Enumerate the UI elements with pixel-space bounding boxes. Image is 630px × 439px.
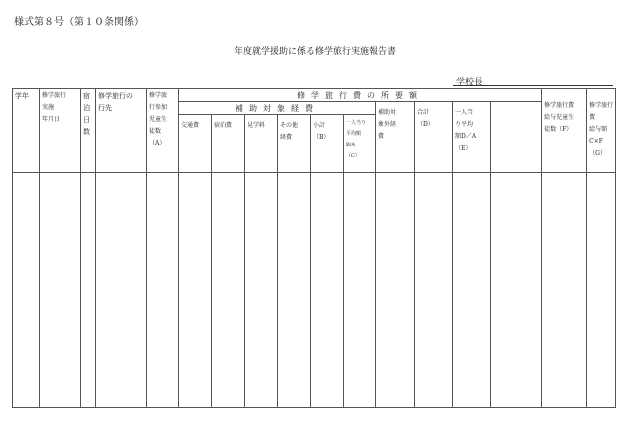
col-participants-header: 修学旅 行参加 児童生 徒数 （A） — [147, 89, 179, 173]
cell-participants[interactable] — [147, 173, 179, 408]
cell-nights[interactable] — [81, 173, 96, 408]
header-subsidy-costs: 補助対象経費 — [179, 102, 376, 115]
col-lodging-header: 宿泊費 — [212, 115, 245, 173]
form-number: 様式第８号（第１０条関係） — [14, 17, 144, 28]
col-destination-header: 修学旅行の 行先 — [96, 89, 147, 173]
col-payment-header: 修学旅行費 給与額 C×F（G） — [587, 89, 616, 173]
col-subtotal-header: 小計 （B） — [311, 115, 344, 173]
cell-date[interactable] — [40, 173, 81, 408]
cell-non-subsidy[interactable] — [376, 173, 415, 408]
cell-payment[interactable] — [542, 173, 587, 408]
report-table — [12, 88, 616, 408]
col-non-subsidy-header: 補助対 象外経 費 — [376, 102, 415, 173]
col-transport-header: 交通費 — [179, 115, 212, 173]
cell-admission[interactable] — [245, 173, 278, 408]
cell-other-costs[interactable] — [278, 173, 311, 408]
col-per-person-total-header: 一人当 り平均 額D／A （E） — [453, 102, 491, 173]
cell-recipients[interactable] — [491, 173, 542, 408]
col-recipients-header: 修学旅行費 給与児童生 徒数（F） — [542, 89, 587, 173]
col-other-costs-header: その他 経費 — [278, 115, 311, 173]
col-admission-header: 見学料 — [245, 115, 278, 173]
table-row — [13, 173, 616, 408]
cell-remarks[interactable] — [587, 173, 616, 408]
cell-per-person-avg[interactable] — [344, 173, 376, 408]
principal-label: 学校長 — [456, 78, 484, 88]
cell-grade[interactable] — [13, 173, 40, 408]
cell-transport[interactable] — [179, 173, 212, 408]
cell-destination[interactable] — [96, 173, 147, 408]
col-per-person-avg-header: 一人当り 平均額 B/A （C） — [344, 115, 376, 173]
col-date-header: 修学旅行 実施 年月日 — [40, 89, 81, 173]
col-nights-header: 宿 泊 日 数 — [81, 89, 96, 173]
header-travel-costs: 修学旅行費の所要額 — [179, 89, 542, 102]
cell-subtotal[interactable] — [311, 173, 344, 408]
principal-signature-line — [453, 85, 613, 86]
cell-total[interactable] — [415, 173, 453, 408]
col-total-header: 合計 （D） — [415, 102, 453, 173]
cell-per-person-total[interactable] — [453, 173, 491, 408]
document-title: 年度就学援助に係る修学旅行実施報告書 — [233, 47, 396, 57]
col-grade-header: 学年 — [13, 89, 40, 173]
cell-lodging[interactable] — [212, 173, 245, 408]
